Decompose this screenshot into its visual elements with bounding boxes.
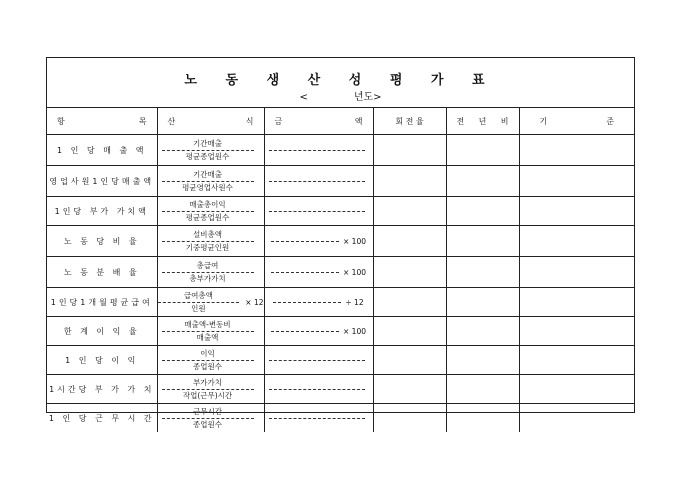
formula-fraction <box>162 320 254 343</box>
row-rotation-cell[interactable] <box>373 404 446 433</box>
row-formula <box>157 317 264 346</box>
table-row <box>47 135 634 166</box>
row-item: 영업사원1인당매출액 <box>47 166 157 197</box>
row-formula <box>157 257 264 288</box>
row-amount <box>264 317 373 346</box>
row-prev-cell[interactable] <box>446 166 519 197</box>
row-item: 1 인 당 근 무 시 간 <box>47 404 157 433</box>
evaluation-table <box>47 108 634 432</box>
table-row <box>47 346 634 375</box>
title-area <box>47 58 634 108</box>
amount-line <box>273 302 341 303</box>
formula-denominator: 매출액 <box>196 332 219 342</box>
row-item: 노 동 당 비 율 <box>47 226 157 257</box>
formula-denominator: 평균종업원수 <box>185 151 230 161</box>
row-item: 1시간당 부 가 가 치 <box>47 375 157 404</box>
formula-fraction <box>162 378 254 401</box>
fraction-line <box>162 360 254 361</box>
fraction-line <box>162 211 254 212</box>
header-standard: 기 준 <box>519 108 634 135</box>
table-row <box>47 375 634 404</box>
row-standard-cell[interactable] <box>519 197 634 226</box>
fraction-line <box>158 302 240 303</box>
formula-fraction <box>162 170 254 193</box>
header-prev: 전 년 비 <box>446 108 519 135</box>
row-standard-cell[interactable] <box>519 257 634 288</box>
row-formula <box>157 166 264 197</box>
amount-line <box>271 331 339 332</box>
formula-numerator: 매출총이익 <box>189 199 226 209</box>
row-rotation-cell[interactable] <box>373 197 446 226</box>
row-item: 1인당1개월평균급여 <box>47 288 157 317</box>
formula-numerator: 기간매출 <box>193 169 222 179</box>
row-formula <box>157 226 264 257</box>
header-row <box>47 108 634 135</box>
row-item: 노 동 분 배 율 <box>47 257 157 288</box>
row-rotation-cell[interactable] <box>373 257 446 288</box>
formula-fraction <box>162 407 254 430</box>
amount-line <box>271 272 339 273</box>
row-formula <box>157 375 264 404</box>
formula-fraction <box>158 291 240 314</box>
header-amount: 금 액 <box>264 108 373 135</box>
table-row <box>47 197 634 226</box>
row-amount <box>264 226 373 257</box>
row-item: 한 계 이 익 율 <box>47 317 157 346</box>
row-standard-cell[interactable] <box>519 375 634 404</box>
fraction-line <box>162 181 254 182</box>
formula-numerator: 부가가치 <box>193 377 222 387</box>
table-row <box>47 226 634 257</box>
row-amount <box>264 375 373 404</box>
formula-fraction <box>162 200 254 223</box>
formula-suffix: × 12 <box>245 297 264 307</box>
table-row <box>47 288 634 317</box>
row-amount <box>264 135 373 166</box>
amount-line <box>271 241 339 242</box>
formula-numerator: 근무시간 <box>193 406 222 416</box>
row-rotation-cell[interactable] <box>373 375 446 404</box>
formula-numerator: 급여총액 <box>183 290 213 300</box>
fraction-line <box>162 272 254 273</box>
row-prev-cell[interactable] <box>446 197 519 226</box>
fraction-line <box>162 331 254 332</box>
amount-line <box>269 181 365 182</box>
row-prev-cell[interactable] <box>446 226 519 257</box>
row-rotation-cell[interactable] <box>373 226 446 257</box>
formula-fraction <box>162 261 254 284</box>
amount-line <box>269 418 365 419</box>
row-standard-cell[interactable] <box>519 166 634 197</box>
row-amount <box>264 197 373 226</box>
header-item: 항 목 <box>47 108 157 135</box>
formula-fraction <box>162 230 254 253</box>
formula-denominator: 평균종업원수 <box>185 212 230 222</box>
formula-denominator: 기중평균인원 <box>185 242 230 252</box>
row-rotation-cell[interactable] <box>373 135 446 166</box>
formula-numerator: 기간매출 <box>193 138 222 148</box>
row-item: 1 인 당 이 익 <box>47 346 157 375</box>
formula-fraction <box>162 139 254 162</box>
row-standard-cell[interactable] <box>519 288 634 317</box>
formula-fraction <box>162 349 254 372</box>
row-standard-cell[interactable] <box>519 404 634 433</box>
amount-suffix: ÷ 12 <box>345 297 364 307</box>
row-prev-cell[interactable] <box>446 288 519 317</box>
year-subtitle <box>47 88 634 103</box>
row-standard-cell[interactable] <box>519 226 634 257</box>
formula-denominator: 종업원수 <box>193 361 222 371</box>
table-row <box>47 317 634 346</box>
row-amount <box>264 404 373 433</box>
row-formula <box>157 288 264 317</box>
row-amount <box>264 288 373 317</box>
formula-denominator: 평균영업사원수 <box>182 182 233 192</box>
amount-line <box>269 389 365 390</box>
row-formula <box>157 197 264 226</box>
row-standard-cell[interactable] <box>519 135 634 166</box>
evaluation-sheet <box>46 57 635 429</box>
header-formula: 산 식 <box>157 108 264 135</box>
row-standard-cell[interactable] <box>519 317 634 346</box>
row-prev-cell[interactable] <box>446 257 519 288</box>
row-rotation-cell[interactable] <box>373 288 446 317</box>
year-open: < <box>299 92 308 103</box>
row-prev-cell[interactable] <box>446 317 519 346</box>
page-title: 노 동 생 산 성 평 가 표 <box>184 73 497 88</box>
amount-line <box>269 150 365 151</box>
row-prev-cell[interactable] <box>446 346 519 375</box>
fraction-line <box>162 389 254 390</box>
row-prev-cell[interactable] <box>446 135 519 166</box>
amount-line <box>269 360 365 361</box>
row-prev-cell[interactable] <box>446 375 519 404</box>
amount-suffix: × 100 <box>343 236 366 246</box>
row-amount <box>264 257 373 288</box>
formula-numerator: 이익 <box>200 348 215 358</box>
row-formula <box>157 346 264 375</box>
formula-denominator: 작업(근무)시간 <box>182 390 233 400</box>
row-rotation-cell[interactable] <box>373 166 446 197</box>
row-item: 1 인 당 매 출 액 <box>47 135 157 166</box>
amount-suffix: × 100 <box>343 267 366 277</box>
fraction-line <box>162 418 254 419</box>
amount-suffix: × 100 <box>343 326 366 336</box>
header-rotation: 회 전 율 <box>373 108 446 135</box>
formula-denominator: 총부가가치 <box>189 273 226 283</box>
fraction-line <box>162 241 254 242</box>
formula-denominator: 종업원수 <box>193 419 222 429</box>
year-close: 년도> <box>353 92 382 103</box>
row-rotation-cell[interactable] <box>373 346 446 375</box>
table-row <box>47 404 634 433</box>
row-formula <box>157 135 264 166</box>
row-formula <box>157 404 264 433</box>
formula-numerator: 총급여 <box>196 260 219 270</box>
table-row <box>47 166 634 197</box>
row-item: 1인당 부가 가치액 <box>47 197 157 226</box>
formula-numerator: 설비총액 <box>193 229 222 239</box>
table-row <box>47 257 634 288</box>
row-amount <box>264 346 373 375</box>
amount-line <box>269 211 365 212</box>
row-amount <box>264 166 373 197</box>
row-prev-cell[interactable] <box>446 404 519 433</box>
fraction-line <box>162 150 254 151</box>
row-rotation-cell[interactable] <box>373 317 446 346</box>
row-standard-cell[interactable] <box>519 346 634 375</box>
formula-denominator: 인원 <box>191 303 206 313</box>
formula-numerator: 매출액-변동비 <box>184 319 231 329</box>
